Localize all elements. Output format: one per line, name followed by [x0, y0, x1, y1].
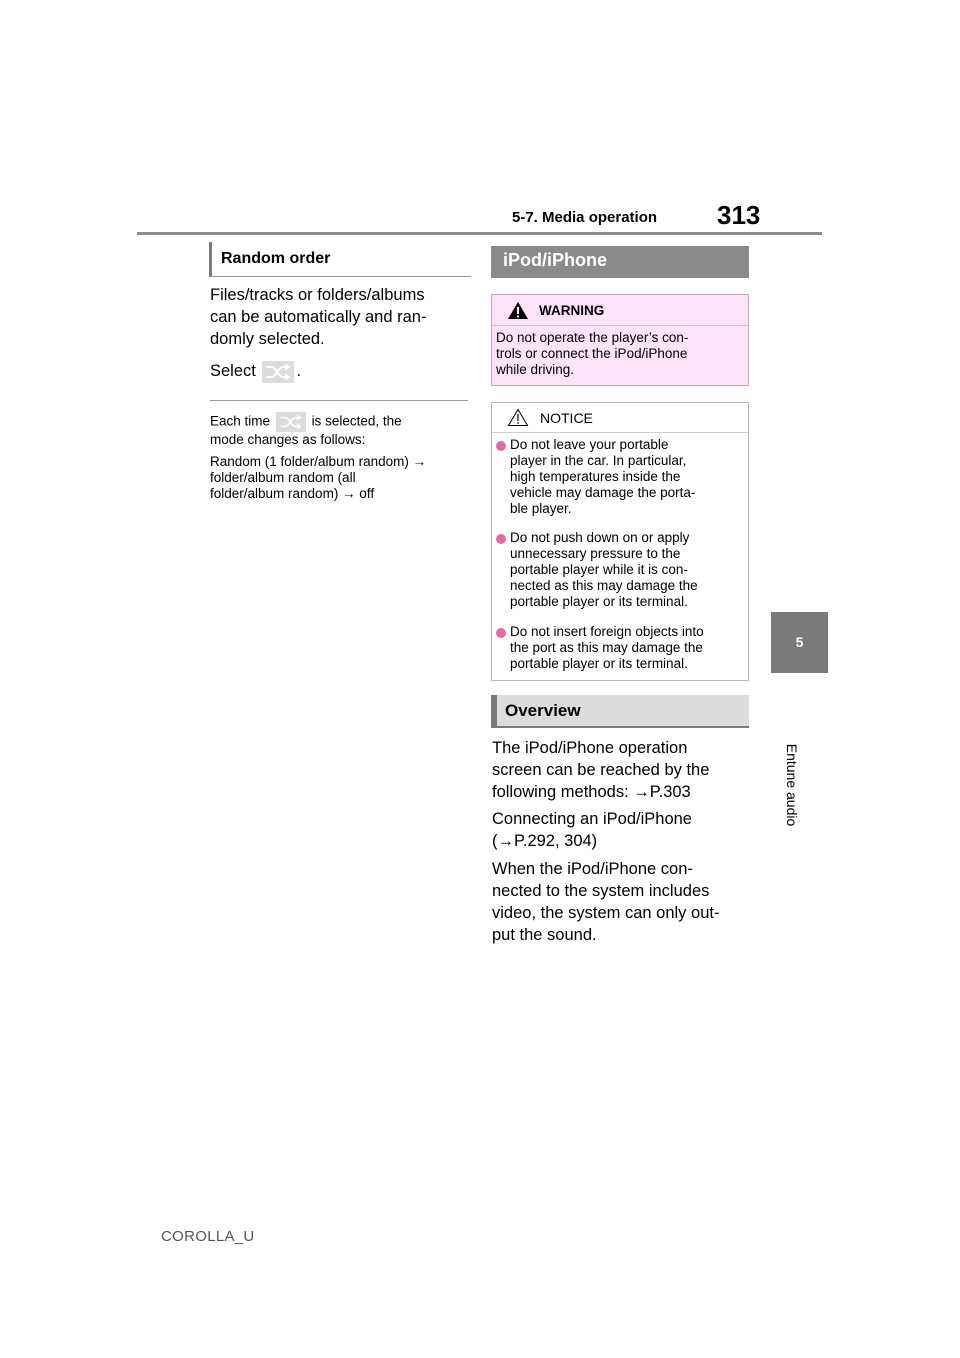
note-line: folder/album random) → off [210, 486, 375, 501]
text-line: Do not insert foreign objects into [510, 624, 704, 639]
chapter-tab: 5 [771, 612, 828, 673]
text-line: the port as this may damage the [510, 640, 703, 655]
text-line: portable player or its terminal. [510, 594, 688, 609]
shuffle-button[interactable] [262, 361, 294, 383]
text-line: nected to the system includes [492, 882, 710, 900]
text-line: portable player while it is con- [510, 562, 688, 577]
text-line: The iPod/iPhone operation [492, 739, 688, 757]
overview-paragraph [492, 808, 692, 852]
note-line: mode changes as follows: [210, 432, 366, 447]
text-line: vehicle may damage the porta- [510, 485, 696, 500]
chapter-title: Entune audio [784, 743, 800, 827]
text-line: following methods: →P.303 [492, 783, 691, 801]
select-instruction [210, 360, 301, 383]
notice-label: NOTICE [540, 410, 593, 426]
overview-paragraph [492, 737, 709, 803]
caution-icon [507, 408, 529, 427]
select-prefix: Select [210, 362, 256, 380]
note-sequence [210, 454, 470, 502]
text-line: video, the system can only out- [492, 904, 720, 922]
text-line: player in the car. In particular, [510, 453, 687, 468]
text-line: screen can be reached by the [492, 761, 710, 779]
warning-label: WARNING [539, 303, 605, 318]
text-line: Do not leave your portable [510, 437, 669, 452]
random-order-description [210, 284, 426, 350]
text-line: (→P.292, 304) [492, 832, 598, 850]
ipod-iphone-heading-text: iPod/iPhone [503, 250, 608, 270]
text-line: while driving. [496, 362, 575, 377]
text-line: Files/tracks or folders/albums [210, 286, 425, 304]
bullet-icon [496, 441, 506, 451]
shuffle-icon [265, 364, 291, 380]
note-prefix: Each time [210, 413, 271, 429]
bullet-icon [496, 628, 506, 638]
overview-heading-text: Overview [505, 701, 581, 720]
text-line: portable player or its terminal. [510, 656, 688, 671]
shuffle-icon [279, 415, 303, 429]
overview-heading [491, 695, 749, 728]
text-line: Connecting an iPod/iPhone [492, 810, 692, 828]
text-line: high temperatures inside the [510, 469, 681, 484]
text-line: put the sound. [492, 926, 597, 944]
warning-box [491, 294, 749, 386]
note-first-line [210, 412, 470, 432]
notice-item-text [510, 624, 744, 672]
model-footer: COROLLA_U [161, 1228, 255, 1245]
note-suffix: is selected, the [311, 413, 402, 429]
notice-item-text [510, 530, 744, 610]
text-line: trols or connect the iPod/iPhone [496, 346, 688, 361]
header-rule [137, 232, 822, 235]
ipod-iphone-heading [491, 246, 749, 278]
text-line: Do not push down on or apply [510, 530, 690, 545]
overview-paragraph [492, 858, 719, 946]
notice-item-text [510, 437, 744, 517]
text-line: nected as this may damage the [510, 578, 698, 593]
shuffle-button-inline [276, 412, 306, 432]
warning-icon [507, 301, 529, 320]
chapter-label [784, 730, 800, 840]
text-line: unnecessary pressure to the [510, 546, 681, 561]
note-line: Random (1 folder/album random) → [210, 454, 427, 469]
random-order-heading-text: Random order [221, 250, 331, 267]
random-order-heading [209, 242, 471, 277]
note-line: folder/album random (all [210, 470, 356, 485]
text-line: When the iPod/iPhone con- [492, 860, 693, 878]
notice-header [492, 403, 748, 433]
page-number: 313 [717, 200, 761, 230]
warning-header [492, 295, 748, 326]
select-suffix: . [296, 362, 302, 380]
text-line: Do not operate the player’s con- [496, 330, 689, 345]
text-line: can be automatically and ran- [210, 308, 427, 326]
section-title: 5-7. Media operation [512, 209, 658, 226]
bullet-icon [496, 534, 506, 544]
random-mode-note [210, 412, 470, 502]
note-rule [210, 400, 468, 401]
text-line: domly selected. [210, 330, 325, 348]
warning-text [496, 330, 746, 378]
text-line: ble player. [510, 501, 572, 516]
notice-box [491, 402, 749, 681]
